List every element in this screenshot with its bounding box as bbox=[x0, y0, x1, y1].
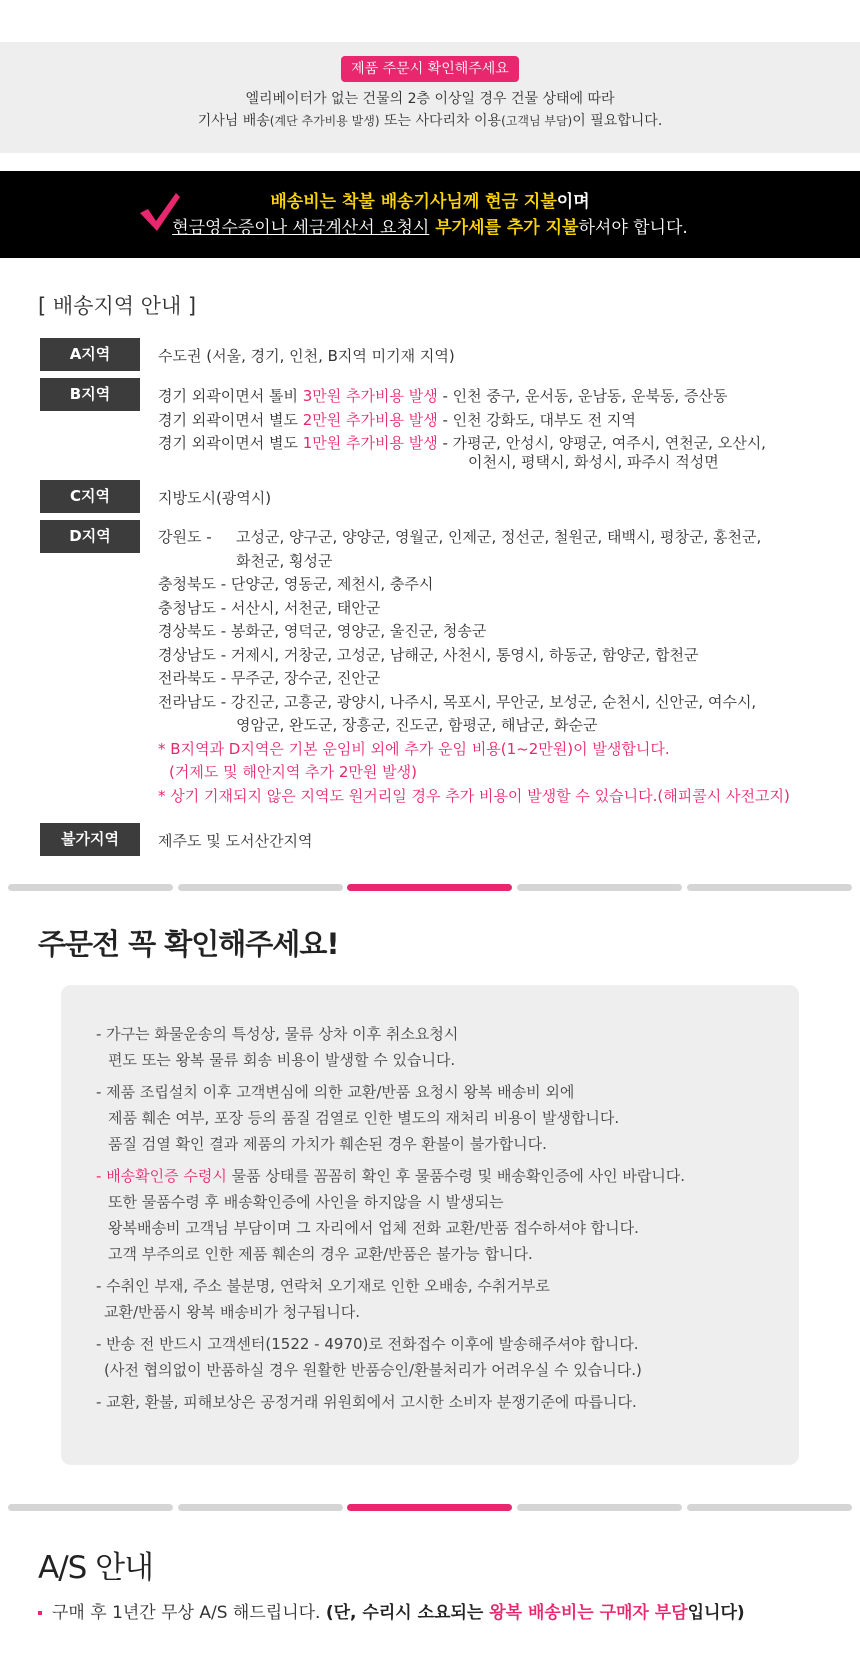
zone-note-3: * 상기 기재되지 않은 지역도 원거리일 경우 추가 비용이 발생할 수 있습니다.(해피콜시 사전고지) bbox=[158, 786, 790, 805]
tab-1[interactable] bbox=[8, 1504, 173, 1511]
notice-badge: 제품 주문시 확인해주세요 bbox=[341, 56, 519, 82]
check-box bbox=[61, 985, 799, 1465]
tab-2[interactable] bbox=[178, 884, 343, 891]
check-item-2: - 제품 조립설치 이후 고객변심에 의한 교환/반품 요청시 왕복 배송비 외에 제품 훼손 여부, 포장 등의 품질 검열로 인한 별도의 재처리 비용이 발생합니다. 품질 검열 확인 결과 제품의 가치가 훼손된 경우 환불이 불가합니다. bbox=[96, 1083, 620, 1153]
as-title: A/S 안내 bbox=[38, 1550, 154, 1586]
tab-2[interactable] bbox=[178, 1504, 343, 1511]
bullet-icon bbox=[38, 1611, 42, 1615]
zone-note-1: * B지역과 D지역은 기본 운임비 외에 추가 운임 비용(1~2만원)이 발생합니다. bbox=[158, 739, 670, 758]
zone-unavailable-text: 제주도 및 도서산간지역 bbox=[158, 832, 313, 850]
zones-title: [ 배송지역 안내 ] bbox=[38, 294, 197, 318]
tab-4[interactable] bbox=[517, 1504, 682, 1511]
zone-d-label: D지역 bbox=[40, 520, 140, 553]
banner-line-2: 현금영수증이나 세금계산서 요청시 부가세를 추가 지불하셔야 합니다. bbox=[172, 218, 688, 238]
check-item-6: - 교환, 환불, 피해보상은 공정거래 위원회에서 고시한 소비자 분쟁기준에 따릅니다. bbox=[96, 1393, 637, 1411]
tab-1[interactable] bbox=[8, 884, 173, 891]
check-title: 주문전 꼭 확인해주세요! bbox=[38, 927, 339, 961]
shipping-fee-banner bbox=[0, 171, 860, 258]
zone-a-label: A지역 bbox=[40, 338, 140, 371]
check-item-5: - 반송 전 반드시 고객센터(1522 - 4970)로 전화접수 이후에 발송해주셔야 합니다. (사전 협의없이 반품하실 경우 원활한 반품승인/환불처리가 어려우실 수 있습니다.) bbox=[96, 1335, 642, 1379]
tab-3[interactable] bbox=[347, 1504, 512, 1511]
check-item-3: - 배송확인증 수령시 물품 상태를 꼼꼼히 확인 후 물품수령 및 배송확인증에 사인 바랍니다. 또한 물품수령 후 배송확인증에 사인을 하지않을 시 발생되는 왕복배송비 고객님 부담이며 그 자리에서 업체 전화 교환/반품 접수하셔야 합니다. 고객 부주의로 인한 제품 훼손의 경우 교환/반품은 불가능 합니다. bbox=[96, 1167, 686, 1263]
section-tabs-1 bbox=[8, 884, 852, 891]
zone-a-text: 수도권 (서울, 경기, 인천, B지역 미기재 지역) bbox=[158, 347, 455, 365]
zone-c-text: 지방도시(광역시) bbox=[158, 489, 272, 507]
zone-b-text: 경기 외곽이면서 톨비 3만원 추가비용 발생 - 인천 중구, 운서동, 운남동, 운북동, 증산동 경기 외곽이면서 별도 2만원 추가비용 발생 - 인천 강화도, 대부도 전 지역 경기 외곽이면서 별도 1만원 추가비용 발생 - 가평군, 안성시, 양평군, 여주시, 연천군, 오산시, 이천시, 평택시, 화성시, 파주시 적성면 bbox=[158, 387, 766, 471]
check-item-4: - 수취인 부재, 주소 불분명, 연락처 오기재로 인한 오배송, 수취거부로 교환/반품시 왕복 배송비가 청구됩니다. bbox=[96, 1277, 550, 1321]
notice-line-2: 기사님 배송(계단 추가비용 발생) 또는 사다리차 이용(고객님 부담)이 필요합니다. bbox=[197, 113, 663, 129]
tab-4[interactable] bbox=[517, 884, 682, 891]
zone-b-label: B지역 bbox=[40, 378, 140, 411]
banner-line-1: 배송비는 착불 배송기사님께 현금 지불이며 bbox=[270, 192, 590, 212]
check-list bbox=[96, 1021, 776, 1421]
notice-line-1: 엘리베이터가 없는 건물의 2층 이상일 경우 건물 상태에 따라 bbox=[245, 91, 615, 107]
check-item-1: - 가구는 화물운송의 특성상, 물류 상차 이후 취소요청시 편도 또는 왕복 물류 회송 비용이 발생할 수 있습니다. bbox=[96, 1025, 459, 1069]
tab-5[interactable] bbox=[687, 884, 852, 891]
section-tabs-2 bbox=[8, 1504, 852, 1511]
banner-text bbox=[0, 189, 860, 241]
zone-c-label: C지역 bbox=[40, 480, 140, 513]
tab-5[interactable] bbox=[687, 1504, 852, 1511]
zone-note-2: (거제도 및 해안지역 추가 2만원 발생) bbox=[169, 763, 417, 781]
order-notice bbox=[0, 42, 860, 153]
tab-3[interactable] bbox=[347, 884, 512, 891]
zone-unavailable-label: 불가지역 bbox=[40, 823, 140, 856]
zone-d-text: 강원도 - 고성군, 양구군, 양양군, 영월군, 인제군, 정선군, 철원군, 태백시, 평창군, 홍천군, 화천군, 횡성군 충청북도 - 단양군, 영동군, 제천시, 충주시 충청남도 - 서산시, 서천군, 태안군 경상북도 - 봉화군, 영덕군, 영양군, 울진군, 청송군 경상남도 - 거제시, 거창군, 고성군, 남해군, 사천시, 통영시, 하동군, 함양군, 합천군 전라북도 - 무주군, 장수군, 진안군 전라남도 - 강진군, 고흥군, 광양시, 나주시, 목포시, 무안군, 보성군, 순천시, 신안군, 여수시, 영암군, 완도군, 장흥군, 진도군, 함평군, 해남군, 화순군 * B지역과 D지역은 기본 운임비 외에 추가 운임 비용(1~2만원)이 발생합니다. (거제도 및 해안지역 추가 2만원 발생) * 상기 기재되지 않은 지역도 원거리일 경우 추가 비용이 발생할 수 있습니다.(해피콜시 사전고지) bbox=[158, 526, 848, 808]
as-info: 구매 후 1년간 무상 A/S 해드립니다. (단, 수리시 소요되는 왕복 배송비는 구매자 부담입니다) bbox=[38, 1598, 745, 1623]
